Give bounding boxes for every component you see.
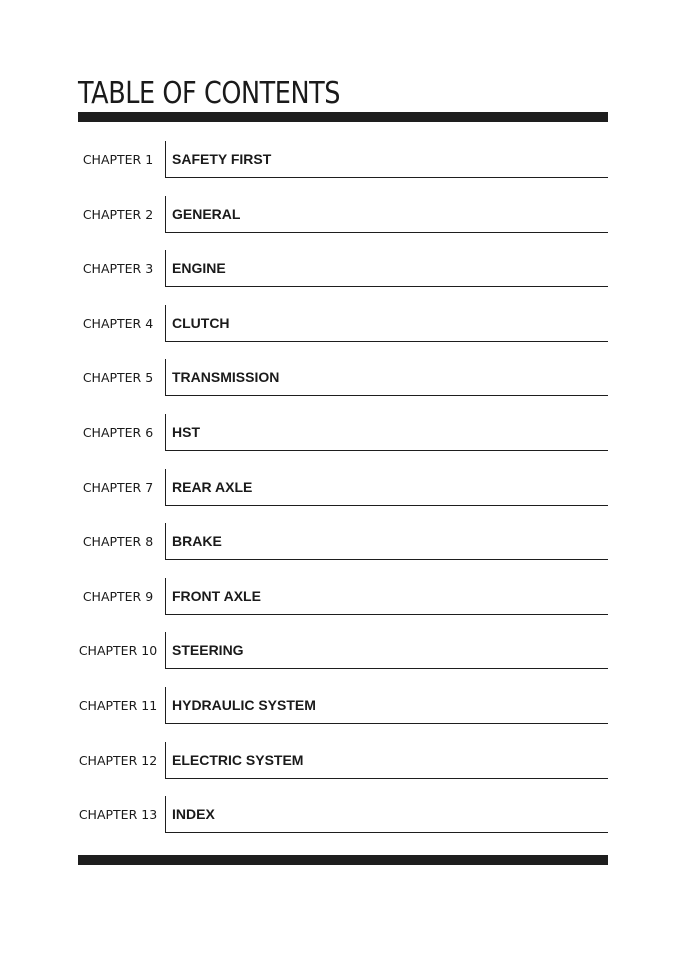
toc-row-5[interactable] [78,359,608,414]
chapter-title-box [165,196,608,233]
toc-row-2[interactable] [78,196,608,251]
chapter-title[interactable]: SAFETY FIRST [172,151,272,167]
toc-list [78,141,608,851]
chapter-title[interactable]: TRANSMISSION [172,369,280,386]
chapter-title[interactable]: HYDRAULIC SYSTEM [172,696,316,713]
chapter-number: CHAPTER 10 [78,643,158,659]
chapter-title-box [165,305,608,342]
toc-row-4[interactable] [78,305,608,360]
chapter-title[interactable]: INDEX [172,806,215,823]
chapter-title[interactable]: STEERING [172,642,244,659]
toc-row-1[interactable] [78,141,608,196]
chapter-number: CHAPTER 6 [82,424,154,440]
chapter-title-box [165,742,608,779]
chapter-title-box [165,359,608,396]
chapter-title-box [165,523,608,560]
chapter-number: CHAPTER 12 [78,752,158,768]
chapter-title[interactable]: GENERAL [172,205,241,222]
toc-row-3[interactable] [78,250,608,305]
toc-row-11[interactable] [78,687,608,742]
chapter-title-box [165,469,608,506]
chapter-title-box [165,578,608,615]
chapter-title[interactable]: REAR AXLE [172,478,253,495]
chapter-title[interactable]: ELECTRIC SYSTEM [172,751,304,768]
chapter-number: CHAPTER 2 [82,206,154,222]
top-divider-bar [78,112,608,122]
chapter-number: CHAPTER 11 [78,697,158,713]
chapter-number: CHAPTER 3 [82,261,154,277]
chapter-number: CHAPTER 1 [82,152,154,167]
chapter-title-box [165,250,608,287]
chapter-number: CHAPTER 13 [78,807,158,823]
toc-row-8[interactable] [78,523,608,578]
chapter-number: CHAPTER 8 [82,534,154,550]
chapter-title[interactable]: FRONT AXLE [172,587,261,604]
chapter-title-box [165,632,608,669]
chapter-number: CHAPTER 4 [82,315,154,331]
chapter-title-box [165,141,608,178]
toc-row-7[interactable] [78,469,608,524]
page-title: TABLE OF CONTENTS [78,76,341,111]
toc-row-12[interactable] [78,742,608,797]
toc-row-13[interactable] [78,796,608,851]
chapter-title-box [165,414,608,451]
chapter-title-box [165,687,608,724]
bottom-divider-bar [78,855,608,865]
toc-row-6[interactable] [78,414,608,469]
chapter-number: CHAPTER 9 [82,588,154,604]
chapter-number: CHAPTER 5 [82,370,154,386]
toc-row-10[interactable] [78,632,608,687]
chapter-title[interactable]: BRAKE [172,533,222,550]
chapter-title[interactable]: ENGINE [172,260,226,277]
toc-row-9[interactable] [78,578,608,633]
chapter-number: CHAPTER 7 [82,479,154,495]
chapter-title[interactable]: HST [172,423,200,440]
chapter-title[interactable]: CLUTCH [172,314,230,331]
chapter-title-box [165,796,608,833]
